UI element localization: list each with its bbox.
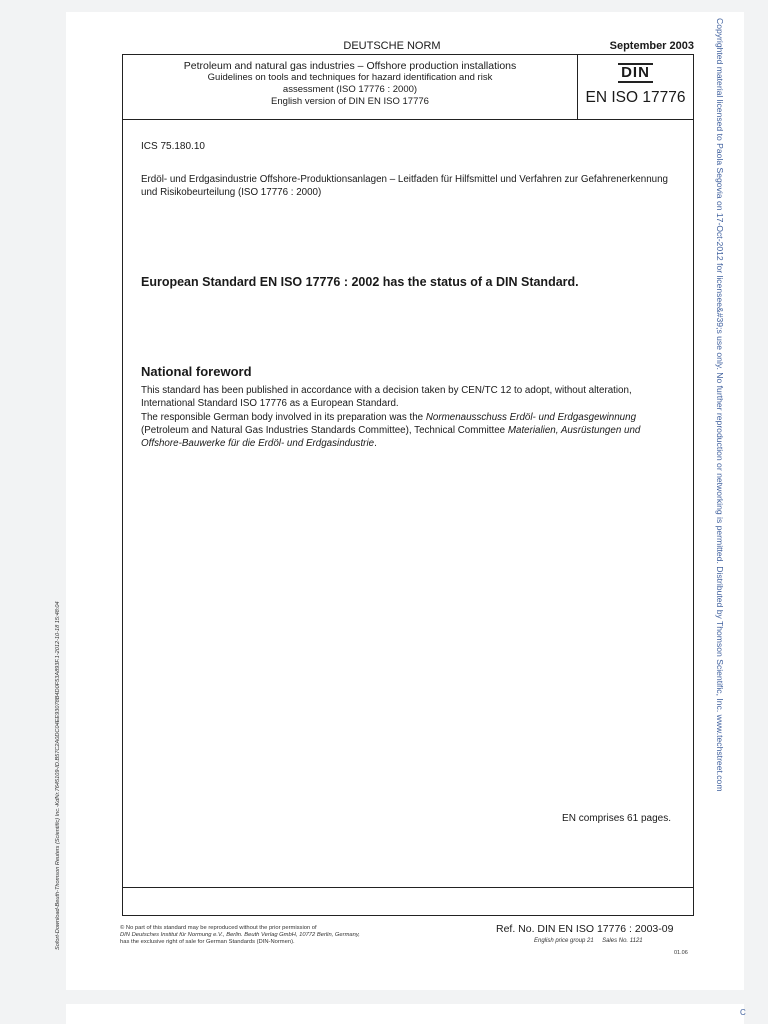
technical-committee-name: Materialien, Ausrüstungen und Offshore-Bauwerke für die Erdöl- und Erdgasindustrie xyxy=(141,425,641,449)
standard-number: EN ISO 17776 xyxy=(585,89,686,106)
title-line-4: English version of DIN EN ISO 17776 xyxy=(271,96,429,107)
price-group: English price group 21 xyxy=(534,938,594,944)
title-line-1: Petroleum and natural gas industries – Offshore production installations xyxy=(183,60,517,72)
sales-number: Sales No. 1121 xyxy=(602,938,643,944)
foreword-p2-mid: (Petroleum and Natural Gas Industries Standards Committee), Technical Committee xyxy=(141,425,508,436)
edition-code: 01.06 xyxy=(674,950,688,956)
standard-type: DEUTSCHE NORM xyxy=(343,40,441,52)
din-logo: DIN xyxy=(618,63,653,83)
copyright-line-2: DIN Deutsches Institut für Normung e.V., Berlin. Beuth Verlag GmbH, 10772 Berlin, Germany, xyxy=(120,932,360,938)
foreword-paragraph-2 xyxy=(141,411,681,450)
committee-name: Normenausschuss Erdöl- und Erdgasgewinnung xyxy=(425,412,637,423)
document-header xyxy=(122,36,694,54)
license-notice: Copyrighted material licensed to Paola Segovia on 17-Oct-2012 for licensee&#39;s use only. No further reproduction or networking is permitted. Distributed by Thomson Scientific, Inc. www.techstreet.com xyxy=(715,18,725,792)
page-count: EN comprises 61 pages. xyxy=(562,813,671,824)
price-info xyxy=(534,938,643,944)
copyright-line-3: has the exclusive right of sale for German Standards (DIN-Normen). xyxy=(120,939,295,945)
copyright-notice xyxy=(120,925,460,946)
publication-date: September 2003 xyxy=(609,40,694,52)
title-box xyxy=(123,55,578,120)
din-box xyxy=(578,55,693,120)
corner-mark: C xyxy=(740,1008,746,1017)
title-line-2: Guidelines on tools and techniques for hazard identification and risk xyxy=(207,72,493,83)
status-statement: European Standard EN ISO 17776 : 2002 has the status of a DIN Standard. xyxy=(141,275,579,289)
copyright-line-1: © No part of this standard may be reproduced without the prior permission of xyxy=(120,925,317,931)
foreword-p2-start: The responsible German body involved in its preparation was the xyxy=(141,412,426,423)
download-stamp: Sofort-Download-Beuth-Thomson Reuters (Scientific) Inc.-KdNr.7645109-ID.B57C2A0DC04EE93078B4D0F53A893F.1-2012-10-18 15:48:04 xyxy=(55,601,61,950)
title-line-3: assessment (ISO 17776 : 2000) xyxy=(282,84,418,95)
reference-number: Ref. No. DIN EN ISO 17776 : 2003-09 xyxy=(496,923,674,935)
bottom-divider xyxy=(123,887,693,888)
cover-frame xyxy=(122,54,694,916)
foreword-text xyxy=(141,384,681,451)
foreword-paragraph-1: This standard has been published in accordance with a decision taken by CEN/TC 12 to adopt, without alteration, International Standard ISO 17776 as a European Standard. xyxy=(141,385,632,409)
foreword-p2-end: . xyxy=(374,438,377,449)
german-title: Erdöl- und Erdgasindustrie Offshore-Produktionsanlagen – Leitfaden für Hilfsmittel und Verfahren zur Gefahrenerkennung und Risikobeurteilung (ISO 17776 : 2000) xyxy=(141,174,668,198)
next-page-edge xyxy=(66,1004,744,1024)
foreword-heading: National foreword xyxy=(141,364,252,379)
ics-code: ICS 75.180.10 xyxy=(141,141,205,152)
